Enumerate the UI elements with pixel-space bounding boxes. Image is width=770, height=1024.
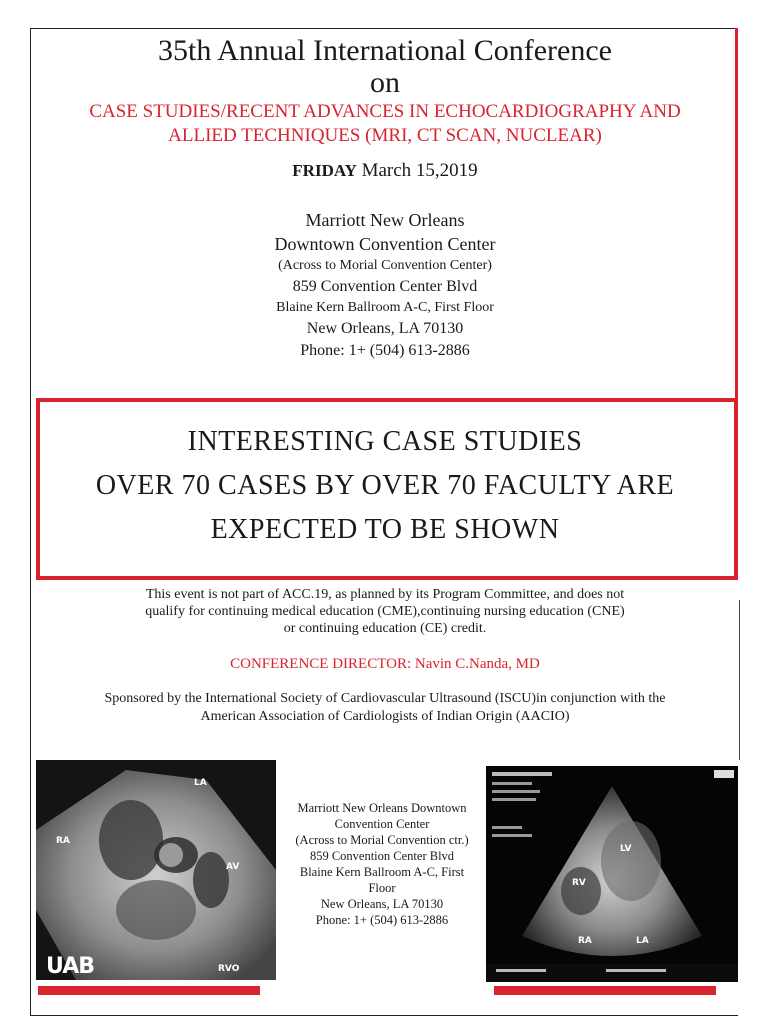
highlight-text [30,420,740,552]
highlight-line: INTERESTING CASE STUDIES [187,426,583,457]
echo-image-right-graphic [486,766,738,982]
conference-director: CONFERENCE DIRECTOR: Navin C.Nanda, MD [230,656,540,672]
echo-image-left [36,760,276,980]
conference-date [30,160,740,182]
conference-day: FRIDAY [292,161,357,180]
venue-block [30,208,740,362]
cme-disclaimer [90,586,680,637]
page-frame-right [739,600,740,760]
venue-summary-line: Blaine Kern Ballroom A-C, First [299,865,465,879]
label-la-right: LA [636,936,649,946]
label-ra-right: RA [578,936,592,946]
disclaimer-line: This event is not part of ACC.19, as planned by its Program Committee, and does not [145,587,625,602]
conference-title: 35th Annual International Conference [157,34,612,67]
venue-line: Blaine Kern Ballroom A-C, First Floor [276,300,494,315]
accent-bar-right [494,986,716,995]
venue-summary [286,800,478,928]
subtitle-line: ALLIED TECHNIQUES (MRI, CT SCAN, NUCLEAR) [168,125,602,146]
label-la: LA [194,778,207,788]
disclaimer-line: qualify for continuing medical education (CME),continuing nursing education (CNE) [145,604,625,619]
sponsor-line: Sponsored by the International Society of Cardiovascular Ultrasound (ISCU)in conjunction with the [104,691,666,706]
label-lv: LV [620,844,632,854]
conference-title-on: on [370,66,400,99]
disclaimer-line: or continuing education (CE) credit. [283,621,487,636]
label-ra: RA [56,836,70,846]
venue-line: Phone: 1+ (504) 613-2886 [300,342,470,359]
label-rv: RV [572,878,586,888]
venue-line: Downtown Convention Center [274,234,496,254]
sponsor-line: American Association of Cardiologists of Indian Origin (AACIO) [200,709,570,724]
venue-summary-line: Phone: 1+ (504) 613-2886 [315,913,449,927]
label-rvo: RVO [218,964,240,974]
highlight-box-top [36,398,736,402]
venue-line: (Across to Morial Convention Center) [278,258,492,273]
page-frame-top [30,28,738,29]
subtitle-line: CASE STUDIES/RECENT ADVANCES IN ECHOCARDIOGRAPHY AND [89,101,681,122]
label-av: AV [226,862,240,872]
venue-summary-line: New Orleans, LA 70130 [320,897,444,911]
uab-logo: UAB [46,954,94,979]
venue-line: Marriott New Orleans [305,210,465,230]
venue-summary-line: Convention Center [334,817,430,831]
accent-bar-left [38,986,260,995]
conference-date-text: March 15,2019 [361,160,478,181]
venue-summary-line: Floor [368,881,396,895]
venue-summary-line: Marriott New Orleans Downtown [297,801,467,815]
conference-subtitle [30,100,740,148]
sponsor-statement [60,690,710,726]
venue-summary-line: (Across to Morial Convention ctr.) [295,833,469,847]
highlight-line: OVER 70 CASES BY OVER 70 FACULTY ARE [95,470,675,501]
venue-line: 859 Convention Center Blvd [292,278,478,295]
echo-image-left-graphic [36,760,276,980]
highlight-box-bottom [36,576,736,580]
venue-summary-line: 859 Convention Center Blvd [309,849,455,863]
echo-image-right [486,766,738,982]
highlight-line: EXPECTED TO BE SHOWN [210,514,560,545]
page-frame-bottom [30,1015,738,1016]
venue-line: New Orleans, LA 70130 [306,320,464,337]
